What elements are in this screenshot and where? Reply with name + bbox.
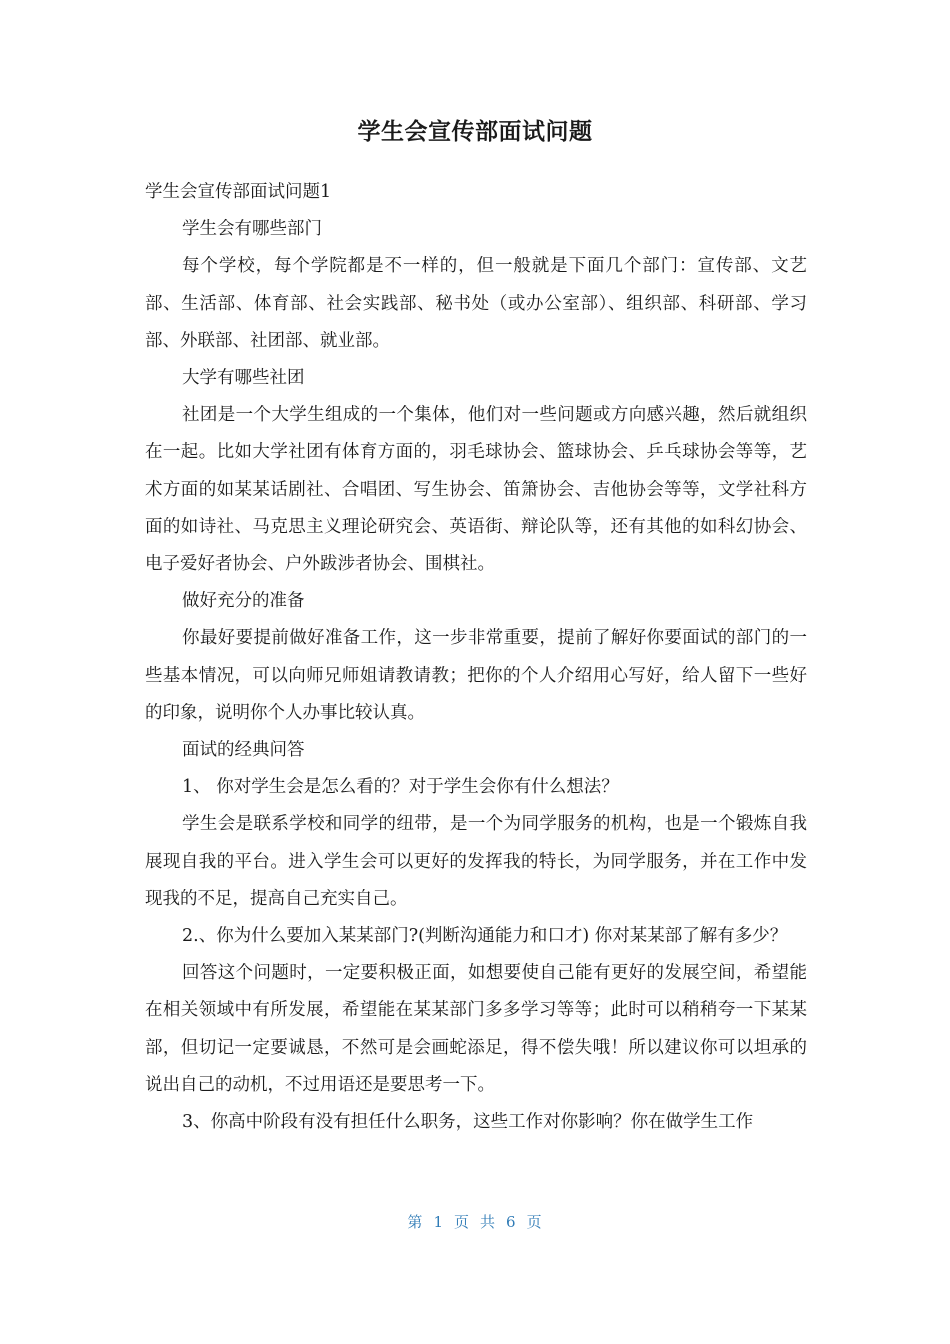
page-word: 页 [453, 1213, 470, 1231]
paragraph: 学生会是联系学校和同学的纽带，是一个为同学服务的机构，也是一个锻炼自我展现自我的平台。进入学生会可以更好的发挥我的特长，为同学服务，并在工作中发现我的不足，提高自己充实自己。 [145, 814, 807, 909]
document-body [145, 174, 807, 1141]
paragraph: 每个学校，每个学院都是不一样的，但一般就是下面几个部门：宣传部、文艺部、生活部、体育部、社会实践部、秘书处（或办公室部）、组织部、科研部、学习部、外联部、社团部、就业部。 [145, 256, 807, 351]
paragraph: 面试的经典问答 [182, 740, 305, 761]
paragraph: 你最好要提前做好准备工作，这一步非常重要，提前了解好你要面试的部门的一些基本情况，可以向师兄师姐请教请教；把你的个人介绍用心写好，给人留下一些好的印象，说明你个人办事比较认真。 [145, 628, 807, 723]
page-footer [0, 1211, 950, 1232]
paragraph: 做好充分的准备 [182, 591, 305, 612]
paragraph: 2.、你为什么要加入某某部门?(判断沟通能力和口才) 你对某某部了解有多少？ [182, 926, 788, 947]
paragraph: 社团是一个大学生组成的一个集体，他们对一些问题或方向感兴趣，然后就组织在一起。比如大学社团有体育方面的，羽毛球协会、篮球协会、乒乓球协会等等，艺术方面的如某某话剧社、合唱团、写生协会、笛箫协会、吉他协会等等，文学社科方面的如诗社、马克思主义理论研究会、英语街、辩论队等，还有其他的如科幻协会、电子爱好者协会、户外跋涉者协会、围棋社。 [145, 405, 807, 575]
paragraph: 学生会宣传部面试问题1 [145, 182, 332, 202]
paragraph: 学生会有哪些部门 [182, 219, 322, 240]
document-title: 学生会宣传部面试问题 [357, 119, 593, 145]
paragraph: 回答这个问题时，一定要积极正面，如想要使自己能有更好的发展空间，希望能在相关领域中有所发展，希望能在某某部门多多学习等等；此时可以稍稍夸一下某某部，但切记一定要诚恳，不然可是会画蛇添足，得不偿失哦！所以建议你可以坦承的说出自己的动机，不过用语还是要思考一下。 [145, 963, 807, 1095]
total-pages-number: 6 [506, 1213, 517, 1231]
paragraph: 1、 你对学生会是怎么看的？对于学生会你有什么想法？ [182, 777, 619, 798]
current-page-number: 1 [433, 1213, 444, 1231]
total-word: 页 [526, 1213, 543, 1231]
page-label: 第 [407, 1213, 424, 1231]
paragraph: 3、你高中阶段有没有担任什么职务，这些工作对你影响？你在做学生工作 [182, 1112, 754, 1133]
total-label: 共 [480, 1213, 497, 1231]
paragraph: 大学有哪些社团 [182, 368, 305, 389]
